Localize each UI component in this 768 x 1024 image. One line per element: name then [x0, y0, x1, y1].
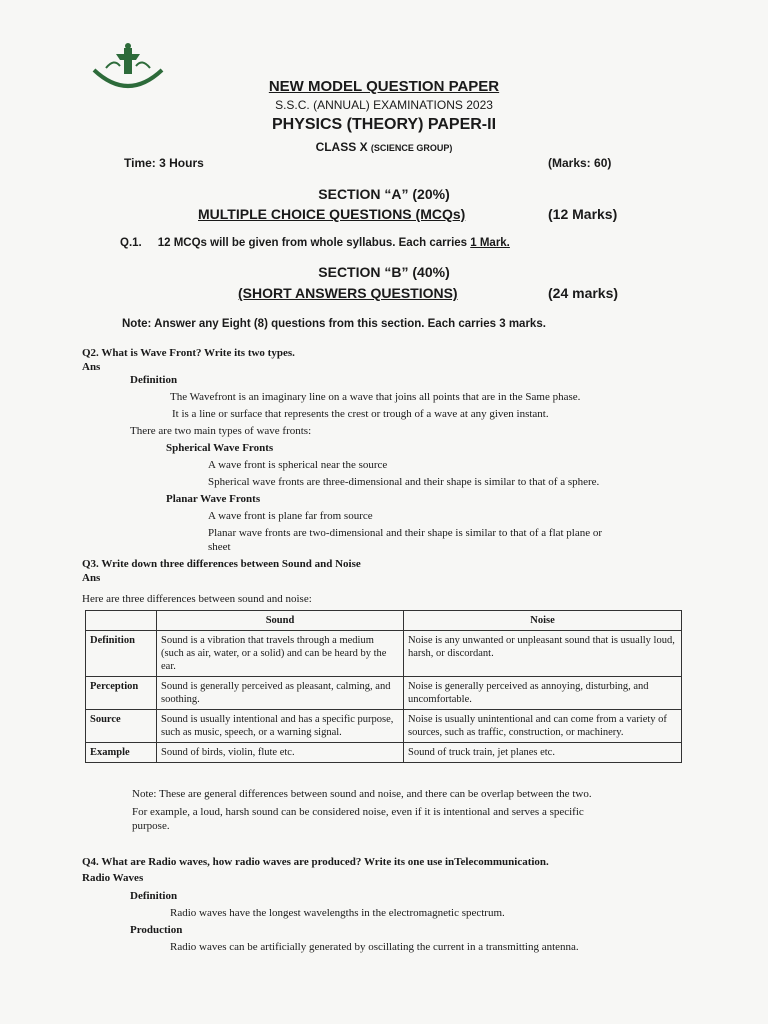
q2-def-label: Definition [130, 374, 178, 386]
q2-planar-1: A wave front is plane far from source [208, 510, 373, 522]
q1-text: 12 MCQs will be given from whole syllabus. Each carries [157, 237, 471, 249]
class-label [0, 140, 768, 154]
q3-intro: Here are three differences between sound and noise: [82, 593, 312, 605]
q3-question: Q3. Write down three differences between Sound and Noise [82, 558, 361, 570]
q3-ans: Ans [82, 572, 101, 584]
table-cell: Sound of truck train, jet planes etc. [404, 743, 682, 763]
section-a-title: SECTION “A” (20%) [318, 186, 450, 202]
row-header: Example [86, 743, 157, 763]
q2-question: Q2. What is Wave Front? Write its two types. [82, 347, 295, 359]
table-cell: Noise is any unwanted or unpleasant sound that is usually loud, harsh, or discordant. [404, 631, 682, 677]
q2-ans: Ans [82, 361, 101, 373]
q1-line [120, 237, 510, 249]
table-header-cell: Noise [404, 611, 682, 631]
row-header: Source [86, 710, 157, 743]
section-b-title: SECTION “B” (40%) [318, 264, 450, 280]
table-header-cell [86, 611, 157, 631]
q4-def-label: Definition [130, 890, 178, 902]
table-header-cell: Sound [157, 611, 404, 631]
q2-planar-2b: sheet [208, 541, 231, 553]
q4-prod: Radio waves can be artificially generated by oscillating the current in a transmitting antenna. [170, 941, 579, 953]
class-main: CLASS X [315, 140, 368, 154]
table-cell: Noise is usually unintentional and can come from a variety of sources, such as traffic, construction, or machinery. [404, 710, 682, 743]
table-cell: Sound is generally perceived as pleasant, calming, and soothing. [157, 677, 404, 710]
class-group: (SCIENCE GROUP) [370, 143, 453, 153]
table-header-row [86, 611, 682, 631]
q2-def-1: The Wavefront is an imaginary line on a wave that joins all points that are in the Same phase. [170, 391, 581, 403]
q2-planar-label: Planar Wave Fronts [166, 493, 261, 505]
section-b-subtitle: (SHORT ANSWERS QUESTIONS) [238, 285, 458, 301]
paper-subject: PHYSICS (THEORY) PAPER-II [271, 116, 497, 133]
q2-planar-2a: Planar wave fronts are two-dimensional and their shape is similar to that of a flat plane or [208, 527, 603, 539]
q3-note-2a: For example, a loud, harsh sound can be considered noise, even if it is intentional and serves a specific [132, 806, 584, 818]
q3-note-1: Note: These are general differences between sound and noise, and there can be overlap between the two. [132, 788, 592, 800]
q1-number: Q.1. [120, 237, 142, 249]
table-row [86, 677, 682, 710]
exam-name: S.S.C. (ANNUAL) EXAMINATIONS 2023 [275, 98, 493, 112]
q4-prod-label: Production [130, 924, 183, 936]
row-header: Definition [86, 631, 157, 677]
table-row [86, 710, 682, 743]
time-allowed: Time: 3 Hours [124, 156, 204, 170]
q2-spherical-1: A wave front is spherical near the source [208, 459, 388, 471]
q2-types-intro: There are two main types of wave fronts: [130, 425, 312, 437]
table-cell: Sound is a vibration that travels through a medium (such as air, water, or a solid) and can be heard by the ear. [157, 631, 404, 677]
table-cell: Noise is generally perceived as annoying, disturbing, and uncomfortable. [404, 677, 682, 710]
q2-def-2: It is a line or surface that represents the crest or trough of a wave at any given instant. [172, 408, 549, 420]
table-cell: Sound is usually intentional and has a specific purpose, such as music, speech, or a warning signal. [157, 710, 404, 743]
q4-question-tail: Telecommunication. [454, 856, 549, 868]
sound-noise-table [85, 610, 682, 763]
section-b-note: Note: Answer any Eight (8) questions from this section. Each carries 3 marks. [122, 318, 546, 330]
section-a-subtitle: MULTIPLE CHOICE QUESTIONS (MCQs) [198, 206, 466, 222]
q2-spherical-2: Spherical wave fronts are three-dimensional and their shape is similar to that of a sphere. [208, 476, 600, 488]
section-b-marks: (24 marks) [548, 285, 619, 301]
section-a-marks: (12 Marks) [548, 206, 618, 222]
q4-question-text: Q4. What are Radio waves, how radio waves are produced? Write its one use in [82, 856, 455, 868]
q4-question [82, 855, 549, 869]
q4-heading: Radio Waves [82, 872, 144, 884]
table-cell: Sound of birds, violin, flute etc. [157, 743, 404, 763]
q1-marks: 1 Mark. [470, 237, 510, 249]
paper-title: NEW MODEL QUESTION PAPER [268, 78, 500, 95]
q4-def: Radio waves have the longest wavelengths in the electromagnetic spectrum. [170, 907, 505, 919]
total-marks: (Marks: 60) [548, 156, 612, 170]
table-row [86, 743, 682, 763]
table-row [86, 631, 682, 677]
q2-spherical-label: Spherical Wave Fronts [166, 442, 274, 454]
q3-note-2b: purpose. [132, 820, 170, 832]
row-header: Perception [86, 677, 157, 710]
